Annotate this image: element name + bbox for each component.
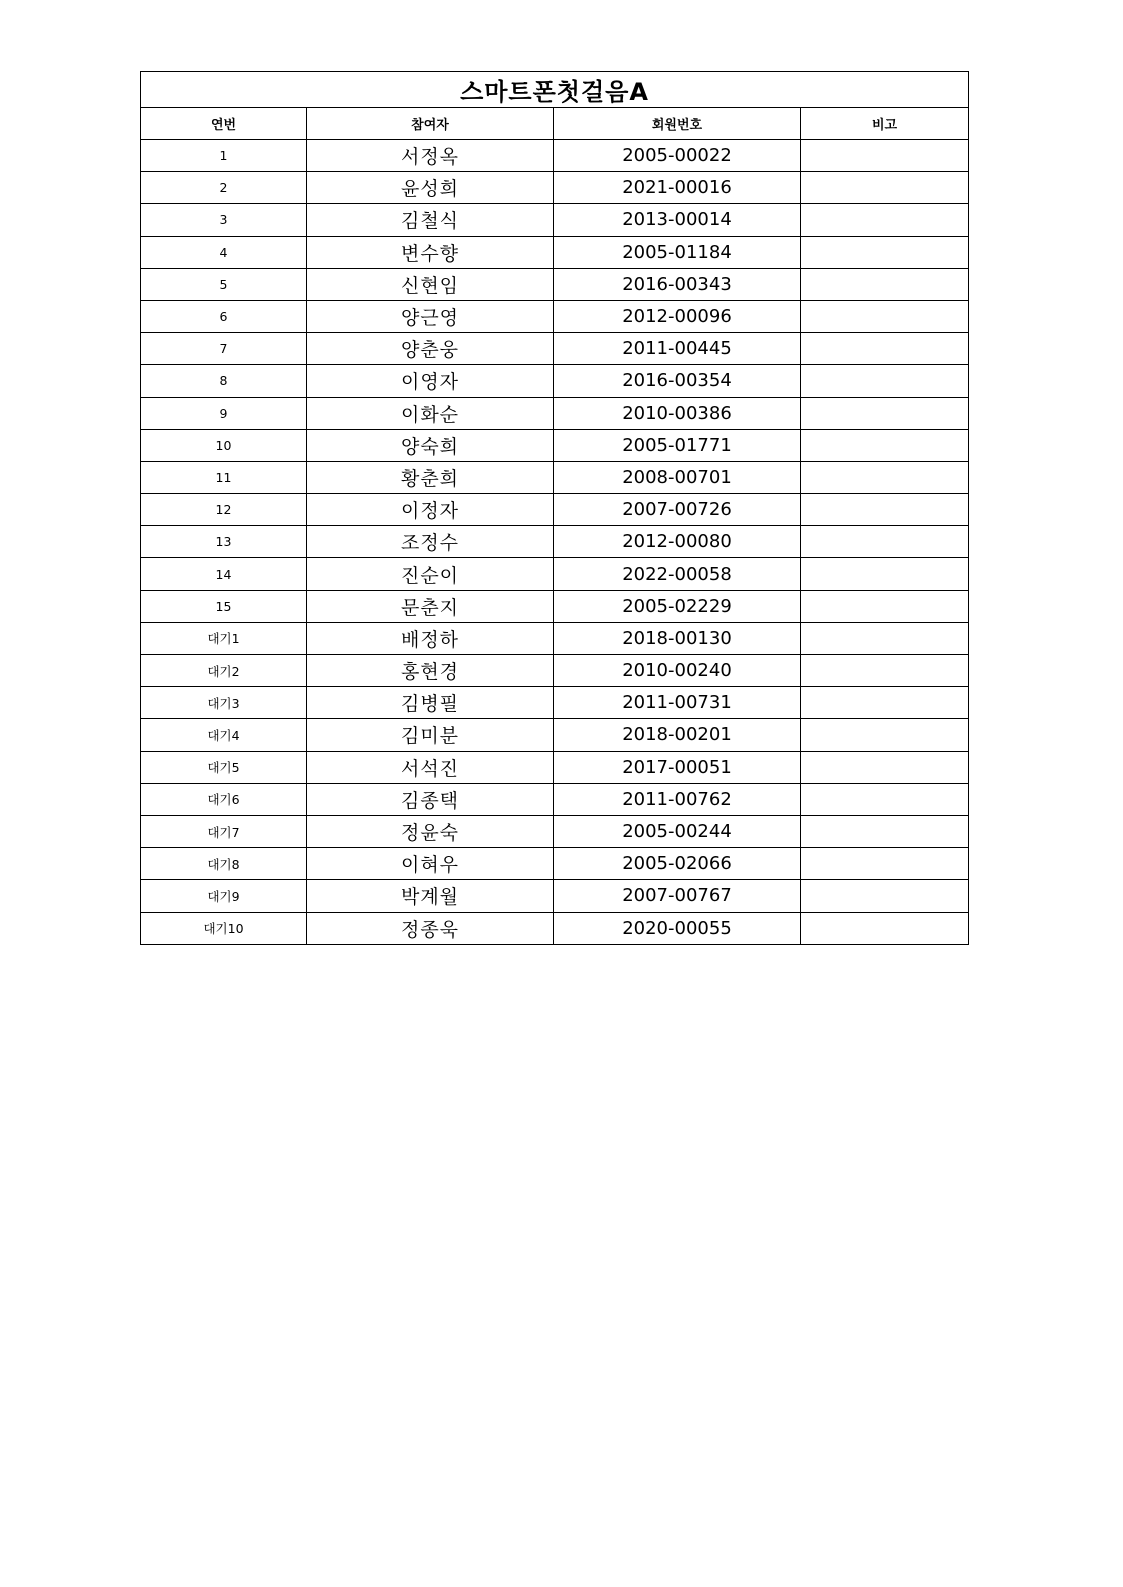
cell-member-id: 2007-00726: [554, 494, 801, 526]
cell-note: [801, 429, 969, 461]
cell-member-id: 2008-00701: [554, 461, 801, 493]
cell-seq: 대기3: [141, 687, 307, 719]
cell-member-id: 2005-01184: [554, 236, 801, 268]
table-row: [141, 590, 969, 622]
cell-participant: 김병필: [307, 687, 554, 719]
cell-seq: 5: [141, 268, 307, 300]
table-row: [141, 365, 969, 397]
cell-note: [801, 848, 969, 880]
cell-seq: 15: [141, 590, 307, 622]
cell-member-id: 2020-00055: [554, 912, 801, 944]
table-row: [141, 172, 969, 204]
cell-note: [801, 365, 969, 397]
cell-note: [801, 622, 969, 654]
table-row: [141, 558, 969, 590]
table-row: [141, 880, 969, 912]
cell-participant: 황춘희: [307, 461, 554, 493]
table-body: [141, 140, 969, 945]
cell-member-id: 2016-00343: [554, 268, 801, 300]
table-row: [141, 140, 969, 172]
cell-member-id: 2011-00731: [554, 687, 801, 719]
participant-table: [140, 71, 969, 945]
cell-member-id: 2005-00022: [554, 140, 801, 172]
column-header-seq: 연번: [141, 108, 307, 140]
column-header-note: 비고: [801, 108, 969, 140]
cell-note: [801, 494, 969, 526]
cell-seq: 대기4: [141, 719, 307, 751]
table-row: [141, 687, 969, 719]
cell-note: [801, 526, 969, 558]
cell-seq: 9: [141, 397, 307, 429]
table-row: [141, 783, 969, 815]
cell-member-id: 2016-00354: [554, 365, 801, 397]
cell-participant: 문춘지: [307, 590, 554, 622]
cell-note: [801, 140, 969, 172]
cell-member-id: 2012-00096: [554, 300, 801, 332]
cell-member-id: 2012-00080: [554, 526, 801, 558]
table-row: [141, 526, 969, 558]
cell-note: [801, 300, 969, 332]
cell-seq: 대기1: [141, 622, 307, 654]
table-row: [141, 655, 969, 687]
cell-note: [801, 815, 969, 847]
cell-participant: 신현임: [307, 268, 554, 300]
cell-seq: 10: [141, 429, 307, 461]
table-row: [141, 333, 969, 365]
table-row: [141, 236, 969, 268]
cell-seq: 4: [141, 236, 307, 268]
table-title: 스마트폰첫걸음A: [141, 72, 969, 108]
cell-participant: 배정하: [307, 622, 554, 654]
cell-seq: 대기2: [141, 655, 307, 687]
cell-member-id: 2007-00767: [554, 880, 801, 912]
cell-member-id: 2010-00386: [554, 397, 801, 429]
cell-note: [801, 268, 969, 300]
cell-participant: 김종택: [307, 783, 554, 815]
cell-participant: 정종욱: [307, 912, 554, 944]
cell-note: [801, 751, 969, 783]
table-row: [141, 300, 969, 332]
cell-member-id: 2017-00051: [554, 751, 801, 783]
cell-member-id: 2005-02229: [554, 590, 801, 622]
cell-participant: 김미분: [307, 719, 554, 751]
cell-participant: 홍현경: [307, 655, 554, 687]
cell-participant: 이혀우: [307, 848, 554, 880]
cell-participant: 이정자: [307, 494, 554, 526]
cell-participant: 양숙희: [307, 429, 554, 461]
cell-seq: 8: [141, 365, 307, 397]
header-row: [141, 108, 969, 140]
cell-participant: 진순이: [307, 558, 554, 590]
cell-seq: 대기6: [141, 783, 307, 815]
cell-seq: 1: [141, 140, 307, 172]
title-row: [141, 72, 969, 108]
table-row: [141, 848, 969, 880]
cell-member-id: 2021-00016: [554, 172, 801, 204]
cell-note: [801, 461, 969, 493]
table-row: [141, 494, 969, 526]
cell-seq: 대기10: [141, 912, 307, 944]
cell-participant: 양춘웅: [307, 333, 554, 365]
cell-note: [801, 333, 969, 365]
cell-member-id: 2018-00201: [554, 719, 801, 751]
cell-note: [801, 912, 969, 944]
cell-participant: 서석진: [307, 751, 554, 783]
cell-seq: 대기8: [141, 848, 307, 880]
table-row: [141, 429, 969, 461]
cell-participant: 이영자: [307, 365, 554, 397]
cell-member-id: 2010-00240: [554, 655, 801, 687]
cell-member-id: 2011-00762: [554, 783, 801, 815]
cell-note: [801, 783, 969, 815]
cell-seq: 대기5: [141, 751, 307, 783]
cell-seq: 13: [141, 526, 307, 558]
cell-member-id: 2013-00014: [554, 204, 801, 236]
cell-note: [801, 719, 969, 751]
cell-note: [801, 687, 969, 719]
cell-seq: 7: [141, 333, 307, 365]
cell-member-id: 2011-00445: [554, 333, 801, 365]
cell-participant: 조정수: [307, 526, 554, 558]
cell-seq: 대기9: [141, 880, 307, 912]
cell-note: [801, 558, 969, 590]
cell-note: [801, 172, 969, 204]
cell-seq: 2: [141, 172, 307, 204]
cell-participant: 양근영: [307, 300, 554, 332]
table-row: [141, 622, 969, 654]
column-header-member-id: 회원번호: [554, 108, 801, 140]
table-row: [141, 912, 969, 944]
cell-member-id: 2022-00058: [554, 558, 801, 590]
cell-participant: 윤성희: [307, 172, 554, 204]
table-row: [141, 461, 969, 493]
cell-participant: 서정옥: [307, 140, 554, 172]
table-row: [141, 268, 969, 300]
cell-seq: 3: [141, 204, 307, 236]
cell-seq: 6: [141, 300, 307, 332]
cell-member-id: 2018-00130: [554, 622, 801, 654]
cell-participant: 김철식: [307, 204, 554, 236]
cell-seq: 14: [141, 558, 307, 590]
cell-participant: 이화순: [307, 397, 554, 429]
table-row: [141, 397, 969, 429]
cell-note: [801, 204, 969, 236]
cell-note: [801, 397, 969, 429]
cell-participant: 변수향: [307, 236, 554, 268]
cell-member-id: 2005-01771: [554, 429, 801, 461]
column-header-name: 참여자: [307, 108, 554, 140]
table-row: [141, 204, 969, 236]
cell-member-id: 2005-02066: [554, 848, 801, 880]
cell-member-id: 2005-00244: [554, 815, 801, 847]
cell-participant: 정윤숙: [307, 815, 554, 847]
table-row: [141, 719, 969, 751]
cell-note: [801, 590, 969, 622]
cell-seq: 대기7: [141, 815, 307, 847]
table-row: [141, 815, 969, 847]
table-row: [141, 751, 969, 783]
cell-note: [801, 655, 969, 687]
cell-note: [801, 880, 969, 912]
cell-participant: 박계월: [307, 880, 554, 912]
cell-note: [801, 236, 969, 268]
cell-seq: 11: [141, 461, 307, 493]
cell-seq: 12: [141, 494, 307, 526]
